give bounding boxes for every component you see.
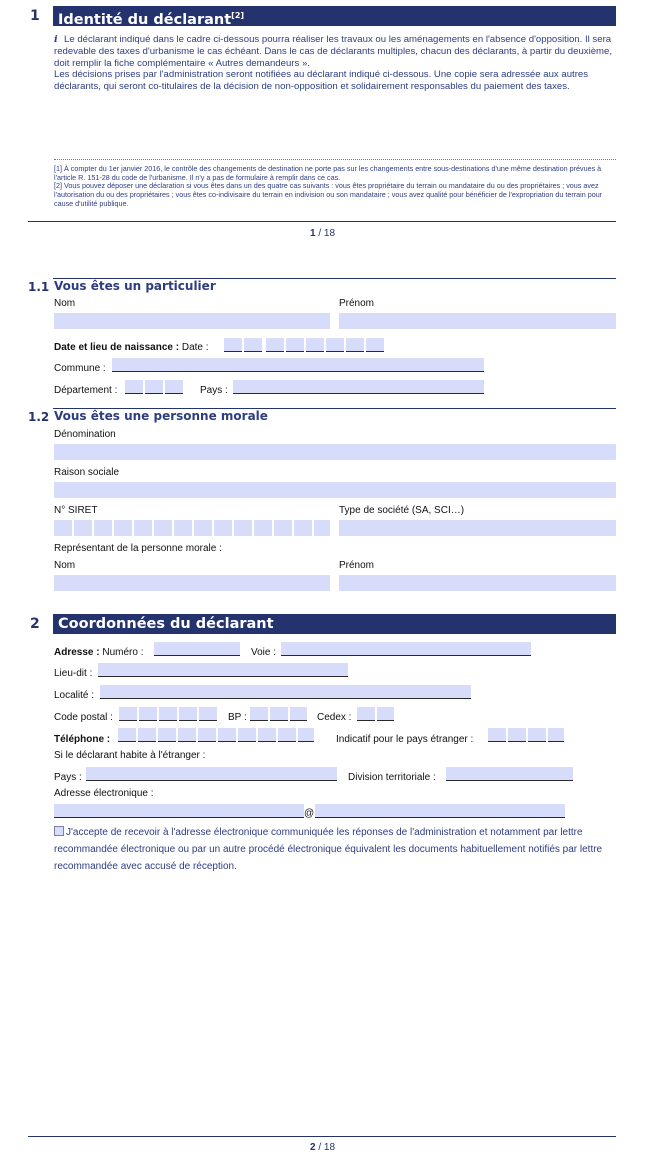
telephone-box[interactable] [138, 728, 156, 742]
intro-text [54, 34, 614, 93]
bp-box-3[interactable] [290, 707, 307, 721]
section-title-coordonnees: Coordonnées du déclarant [53, 614, 616, 634]
indicatif-box-3[interactable] [528, 728, 546, 742]
numero-label: Numéro : [99, 647, 144, 658]
departement-box-3[interactable] [165, 380, 183, 394]
cedex-label: Cedex : [317, 712, 352, 723]
date-box-8[interactable] [366, 338, 384, 352]
etranger-label: Si le déclarant habite à l'étranger : [54, 750, 206, 761]
section-number-1: 1 [30, 8, 40, 24]
at-sign: @ [304, 808, 315, 819]
pays-field[interactable] [233, 380, 484, 394]
representant-prenom-field[interactable] [339, 575, 616, 591]
page-number [0, 228, 645, 239]
telephone-box[interactable] [298, 728, 314, 742]
departement-label: Département : [54, 385, 118, 396]
intro-paragraph-1: Le déclarant indiqué dans le cadre ci-dessous pourra réaliser les travaux ou les aménagements en l'absence d'opposition. Il sera redevable des taxes d'urbanisme le cas échéant. Dans le cas de déclarants multiples, chacun des déclarants, à partir du deuxième, doit remplir la fiche complémentaire « Autres demandeurs ». [54, 34, 613, 69]
siret-label: N° SIRET [54, 505, 98, 516]
footnote-2: [2] Vous pouvez déposer une déclaration si vous êtes dans un des quatre cas suivants : vous êtes propriétaire du terrain ou mandataire du ou des propriétaires ; vous avez l'autorisation du ou des propriétaires ; vous êtes co-indivisaire du terrain en indivision ou son mandataire ; vous avez qualité pour bénéficier de l'expropriation du terrain pour cause d'utilité publique. [54, 181, 603, 208]
page-number-current: 1 [309, 228, 316, 239]
siret-box[interactable] [234, 520, 252, 536]
type-societe-field[interactable] [339, 520, 616, 536]
telephone-label-bold: Téléphone : [54, 734, 111, 745]
siret-box[interactable] [94, 520, 112, 536]
naissance-label-bold: Date et lieu de naissance : [54, 342, 180, 353]
commune-label: Commune : [54, 363, 106, 374]
siret-box[interactable] [114, 520, 132, 536]
info-icon: i [54, 34, 58, 45]
adresse-label [54, 647, 143, 658]
codepostal-box-1[interactable] [119, 707, 137, 721]
page-number-2 [0, 1142, 645, 1153]
numero-field[interactable] [154, 642, 240, 656]
type-societe-label: Type de société (SA, SCI…) [339, 505, 465, 516]
voie-field[interactable] [281, 642, 531, 656]
siret-box[interactable] [274, 520, 292, 536]
codepostal-label: Code postal : [54, 712, 113, 723]
indicatif-box-2[interactable] [508, 728, 526, 742]
localite-field[interactable] [100, 685, 471, 699]
date-label: Date : [179, 342, 209, 353]
subsection-title-particulier: Vous êtes un particulier [54, 279, 216, 293]
etranger-pays-label: Pays : [54, 772, 82, 783]
footnote-separator [54, 159, 616, 160]
subsection-number-1-1: 1.1 [28, 280, 50, 294]
departement-box-2[interactable] [145, 380, 163, 394]
consent-block [54, 824, 614, 875]
departement-box-1[interactable] [125, 380, 143, 394]
section-title-ref: [2] [231, 11, 245, 20]
lieudit-label: Lieu-dit : [54, 668, 93, 679]
date-box-2[interactable] [244, 338, 262, 352]
consent-text: J'accepte de recevoir à l'adresse électronique communiquée les réponses de l'administration et notamment par lettre recommandée électronique ou par un autre procédé électronique équivalent les documents habituellement notifiés par lettre recommandée avec accusé de réception. [54, 827, 603, 872]
localite-label: Localité : [54, 690, 95, 701]
consent-checkbox[interactable] [54, 826, 64, 836]
telephone-box[interactable] [258, 728, 276, 742]
siret-box[interactable] [134, 520, 152, 536]
prenom-label: Prénom [339, 298, 375, 309]
nom-field[interactable] [54, 313, 330, 329]
denomination-field[interactable] [54, 444, 616, 460]
telephone-box[interactable] [178, 728, 196, 742]
cedex-box-1[interactable] [357, 707, 375, 721]
raison-sociale-field[interactable] [54, 482, 616, 498]
telephone-box[interactable] [158, 728, 176, 742]
date-box-1[interactable] [224, 338, 242, 352]
raison-sociale-label: Raison sociale [54, 467, 120, 478]
telephone-label [54, 734, 110, 745]
representant-nom-field[interactable] [54, 575, 330, 591]
siret-box[interactable] [314, 520, 330, 536]
codepostal-box-3[interactable] [159, 707, 177, 721]
bp-label: BP : [228, 712, 247, 723]
email-local-field[interactable] [54, 804, 304, 818]
representant-nom-label: Nom [54, 560, 76, 571]
codepostal-box-4[interactable] [179, 707, 197, 721]
indicatif-label: Indicatif pour le pays étranger : [336, 734, 474, 745]
email-domain-field[interactable] [315, 804, 565, 818]
date-box-7[interactable] [346, 338, 364, 352]
page-footer-rule [28, 221, 616, 222]
siret-box[interactable] [214, 520, 232, 536]
email-label: Adresse électronique : [54, 788, 154, 799]
section-number-2: 2 [30, 616, 40, 632]
prenom-field[interactable] [339, 313, 616, 329]
denomination-label: Dénomination [54, 429, 116, 440]
indicatif-box-1[interactable] [488, 728, 506, 742]
siret-box[interactable] [254, 520, 272, 536]
siret-box[interactable] [74, 520, 92, 536]
division-label: Division territoriale : [348, 772, 436, 783]
siret-box[interactable] [54, 520, 72, 536]
date-box-3[interactable] [266, 338, 284, 352]
representant-prenom-label: Prénom [339, 560, 375, 571]
page-footer-rule-2 [28, 1136, 616, 1137]
subsection-title-personne-morale: Vous êtes une personne morale [54, 409, 268, 423]
footnotes [54, 165, 616, 209]
pays-label: Pays : [200, 385, 228, 396]
indicatif-box-4[interactable] [548, 728, 564, 742]
section-title-identite [53, 6, 616, 26]
telephone-box[interactable] [278, 728, 296, 742]
adresse-label-bold: Adresse : [54, 647, 100, 658]
date-box-4[interactable] [286, 338, 304, 352]
telephone-box[interactable] [198, 728, 216, 742]
telephone-box[interactable] [218, 728, 236, 742]
date-box-6[interactable] [326, 338, 344, 352]
bp-box-1[interactable] [250, 707, 268, 721]
siret-box[interactable] [154, 520, 172, 536]
page-number-2-total: / 18 [315, 1142, 336, 1153]
siret-box[interactable] [174, 520, 192, 536]
siret-box[interactable] [294, 520, 312, 536]
codepostal-box-5[interactable] [199, 707, 217, 721]
naissance-label [54, 342, 209, 353]
representant-label: Représentant de la personne morale : [54, 543, 222, 554]
bp-box-2[interactable] [270, 707, 288, 721]
footnote-1: [1] À compter du 1er janvier 2016, le contrôle des changements de destination ne porte pas sur les changements entre sous-destinations d'une même destination prévues à l'article R. 151-28 du code de l'urbanisme. Il n'y a pas de formulaire à remplir dans ce cas. [54, 164, 602, 182]
nom-label: Nom [54, 298, 76, 309]
commune-field[interactable] [112, 358, 484, 372]
lieudit-field[interactable] [98, 663, 348, 677]
section-title-text: Identité du déclarant [58, 11, 232, 28]
voie-label: Voie : [251, 647, 277, 658]
codepostal-box-2[interactable] [139, 707, 157, 721]
division-field[interactable] [446, 767, 573, 781]
cedex-box-2[interactable] [377, 707, 394, 721]
etranger-pays-field[interactable] [86, 767, 337, 781]
telephone-box[interactable] [118, 728, 136, 742]
intro-paragraph-2: Les décisions prises par l'administration seront notifiées au déclarant indiqué ci-dessous. Une copie sera adressée aux autres déclarants, qui seront co-titulaires de la décision de non-opposition et solidairement responsables du paiement des taxes. [54, 69, 589, 93]
page-number-2-current: 2 [309, 1142, 316, 1153]
siret-box[interactable] [194, 520, 212, 536]
telephone-box[interactable] [238, 728, 256, 742]
date-box-5[interactable] [306, 338, 324, 352]
subsection-number-1-2: 1.2 [28, 410, 50, 424]
page-number-total: / 18 [315, 228, 336, 239]
